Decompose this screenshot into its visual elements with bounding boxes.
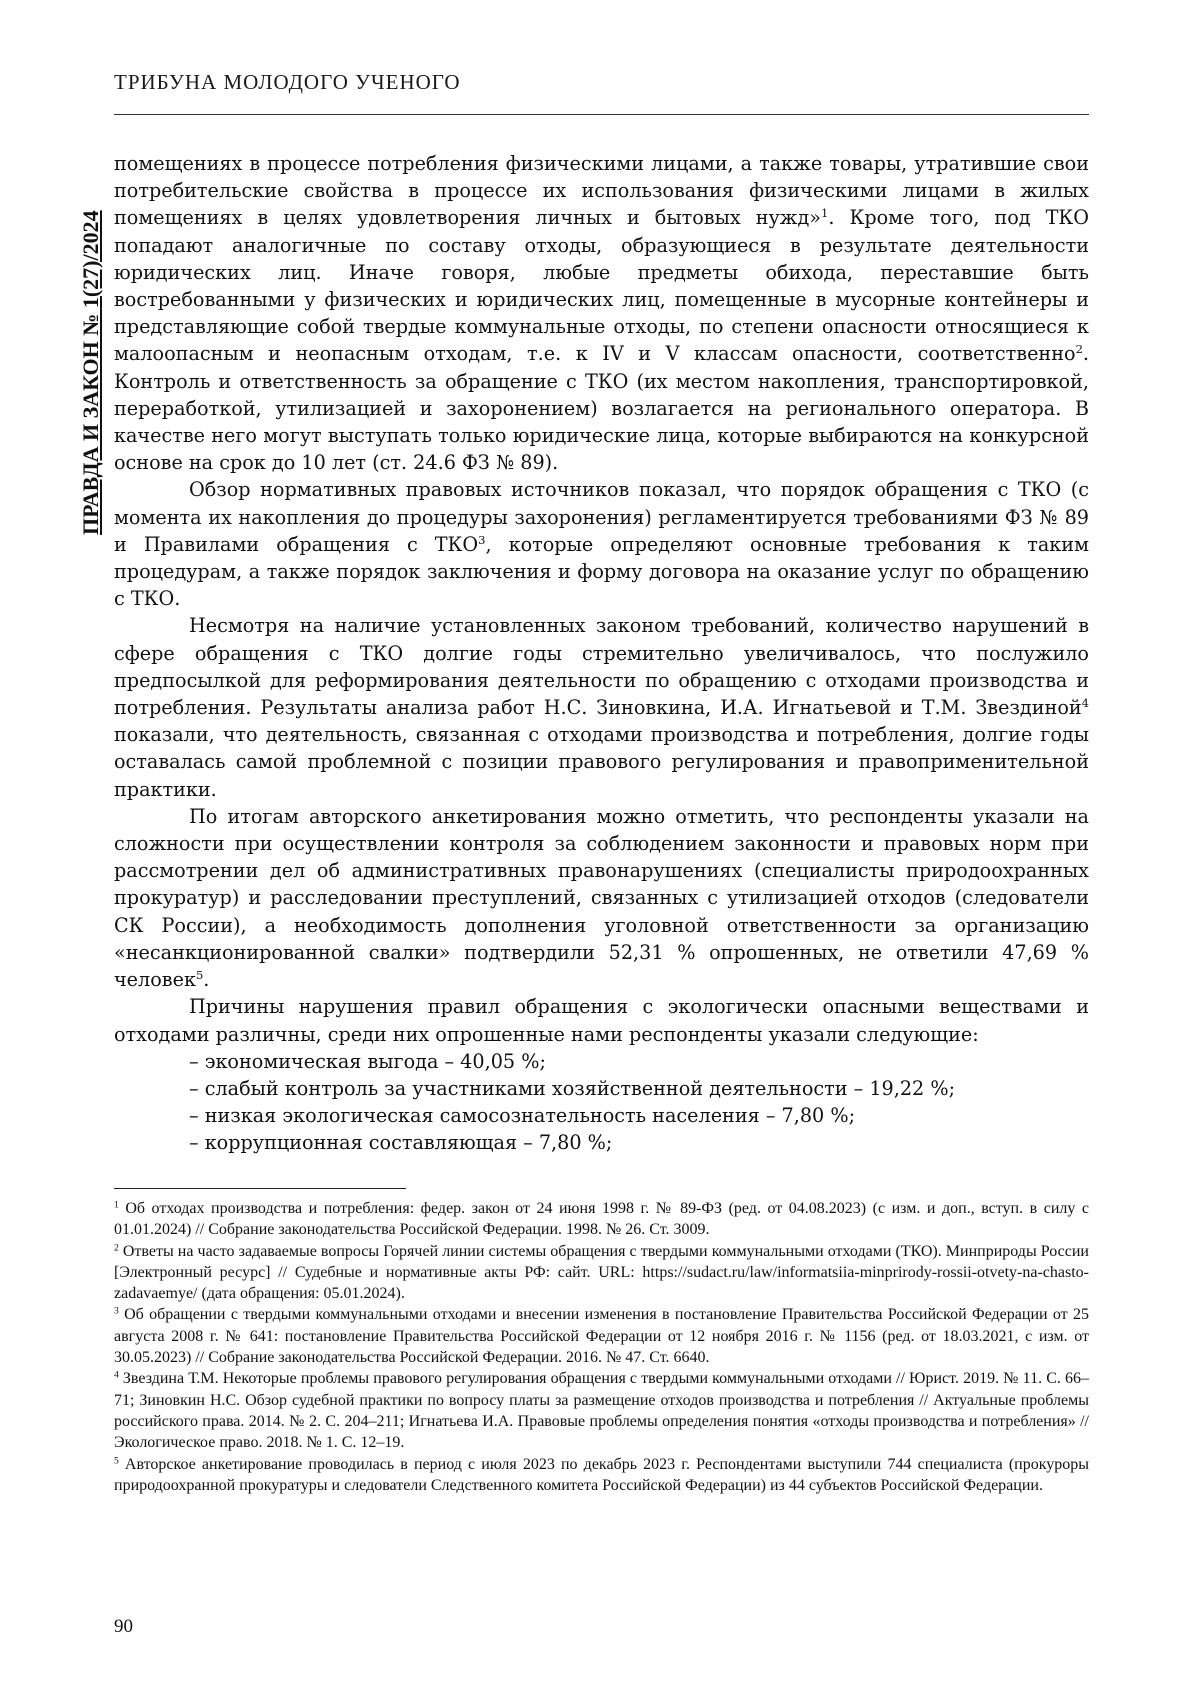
- footnote-separator: [114, 1188, 406, 1189]
- list-item: – слабый контроль за участниками хозяйственной деятельности – 19,22 %;: [189, 1075, 1089, 1102]
- footnote-text: Авторское анкетирование проводилась в период с июля 2023 по декабрь 2023 г. Респондентами выступили 744 специалиста (прокуроры природоохранной прокуратуры и следователи Следственного комитета Российской Федерации) из 44 субъектов Российской Федерации.: [114, 1456, 1089, 1494]
- list-item: – экономическая выгода – 40,05 %;: [189, 1048, 1089, 1075]
- p1-text-a: помещениях в процессе потребления физическими лицами, а также товары, утратившие свои потребительские свойства в процессе их использования физическими лицами в жилых помещениях в целях удовлетворения личных и бытовых нужд»: [114, 152, 1089, 229]
- journal-side-label: [78, 210, 104, 535]
- paragraph-3: [114, 612, 1089, 802]
- p4-text-b: .: [203, 968, 209, 991]
- reasons-list: [114, 1048, 1089, 1157]
- header-rule: [114, 114, 1089, 115]
- p1-text-b: . Кроме того, под ТКО попадают аналогичные по составу отходы, образующиеся в результате деятельности юридических лиц. Иначе говоря, любые предметы обихода, переставшие быть востребованными у физических и юридических лиц, помещенные в мусорные контейнеры и представляющие собой твердые коммунальные отходы, по степени опасности относящиеся к малоопасным и неопасным отходам, т.е. к IV и V классам опасности, соответственно: [114, 206, 1089, 365]
- footnote-text: Об отходах производства и потребления: федер. закон от 24 июня 1998 г. № 89-ФЗ (ред. от 04.08.2023) (с изм. и доп., вступ. в силу с 01.01.2024) // Собрание законодательства Российской Федерации. 1998. № 26. Ст. 3009.: [114, 1200, 1089, 1238]
- footnote-2: [114, 1241, 1089, 1305]
- p4-text-a: По итогам авторского анкетирования можно отметить, что респонденты указали на сложности при осуществлении контроля за соблюдением законности и правовых норм при рассмотрении дел об административных правонарушениях (специалисты природоохранных прокуратур) и расследовании преступлений, связанных с утилизацией отходов (следователи СК России), а необходимость дополнения уголовной ответственности за организацию «несанкционированной свалки» подтвердили 52,31 % опрошенных, не ответили 47,69 % человек: [114, 805, 1089, 991]
- p3-text-b: показали, что деятельность, связанная с отходами производства и потребления, долгие годы оставалась самой проблемной с позиции правового регулирования и правоприменительной практики.: [114, 723, 1089, 800]
- p3-text-a: Несмотря на наличие установленных законом требований, количество нарушений в сфере обращения с ТКО долгие годы стремительно увеличивалось, что послужило предпосылкой для реформирования деятельности по обращению с отходами производства и потребления. Результаты анализа работ Н.С. Зиновкина, И.А. Игнатьевой и Т.М. Звездиной: [114, 614, 1089, 719]
- footnote-ref-1[interactable]: 1: [821, 207, 828, 221]
- paragraph-5: Причины нарушения правил обращения с экологически опасными веществами и отходами различны, среди них опрошенные нами респонденты указали следующие:: [114, 993, 1089, 1047]
- running-header: ТРИБУНА МОЛОДОГО УЧЕНОГО: [114, 70, 1089, 95]
- footnote-4: [114, 1368, 1089, 1453]
- footnote-number: 3: [114, 1306, 119, 1317]
- footnote-ref-3[interactable]: 3: [478, 533, 485, 547]
- footnote-number: 1: [114, 1199, 119, 1210]
- footnotes: [114, 1198, 1089, 1496]
- footnote-ref-2[interactable]: 2: [1076, 343, 1083, 357]
- article-body: [114, 150, 1089, 1157]
- p1-text-c: . Контроль и ответственность за обращение с ТКО (их местом накопления, транспортировкой, переработкой, утилизацией и захоронением) возлагается на регионального оператора. В качестве него могут выступать только юридические лица, которые выбираются на конкурсной основе на срок до 10 лет (ст. 24.6 ФЗ № 89).: [114, 342, 1089, 474]
- footnote-5: [114, 1454, 1089, 1497]
- footnote-number: 4: [114, 1370, 119, 1381]
- paragraph-4: [114, 803, 1089, 993]
- list-item: – коррупционная составляющая – 7,80 %;: [189, 1129, 1089, 1156]
- paragraph-1: [114, 150, 1089, 476]
- footnote-1: [114, 1198, 1089, 1241]
- p2-text-b: , которые определяют основные требования к таким процедурам, а также порядок заключения и форму договора на оказание услуг по обращению с ТКО.: [114, 533, 1089, 610]
- footnote-text: Ответы на часто задаваемые вопросы Горячей линии системы обращения с твердыми коммунальными отходами (ТКО). Минприроды России [Электронный ресурс] // Судебные и нормативные акты РФ: сайт. URL: https://sudact.ru/law/informatsiia-minprirody-rossii-otvety-na-chasto-zadavaemye/ (дата обращения: 05.01.2024).: [114, 1243, 1089, 1303]
- p2-text-a: Обзор нормативных правовых источников показал, что порядок обращения с ТКО (с момента их накопления до процедуры захоронения) регламентируется требованиями ФЗ № 89 и Правилами обращения с ТКО: [114, 478, 1089, 555]
- footnote-number: 5: [114, 1455, 119, 1466]
- footnote-ref-4[interactable]: 4: [1082, 696, 1089, 710]
- paragraph-2: [114, 476, 1089, 612]
- footnote-3: [114, 1304, 1089, 1368]
- footnote-ref-5[interactable]: 5: [196, 968, 203, 982]
- page-number: 90: [114, 1616, 133, 1638]
- list-item: – низкая экологическая самосознательность населения – 7,80 %;: [189, 1102, 1089, 1129]
- side-label-prefix: ПРАВДА И ЗАКОН №: [78, 308, 103, 535]
- footnote-number: 2: [114, 1242, 119, 1253]
- side-label-issue: 1(27)/2024: [78, 210, 103, 308]
- footnote-text: Звездина Т.М. Некоторые проблемы правового регулирования обращения с твердыми коммунальными отходами // Юрист. 2019. № 11. С. 66–71; Зиновкин Н.С. Обзор судебной практики по вопросу платы за размещение отходов производства и потребления // Актуальные проблемы российского права. 2014. № 2. С. 204–211; Игнатьева И.А. Правовые проблемы определения понятия «отходы производства и потребления» // Экологическое право. 2018. № 1. С. 12–19.: [114, 1370, 1089, 1451]
- footnote-text: Об обращении с твердыми коммунальными отходами и внесении изменения в постановление Правительства Российской Федерации от 25 августа 2008 г. № 641: постановление Правительства Российской Федерации от 12 ноября 2016 г. № 1156 (ред. от 18.03.2021, с изм. от 30.05.2023) // Собрание законодательства Российской Федерации. 2016. № 47. Ст. 6640.: [114, 1306, 1089, 1366]
